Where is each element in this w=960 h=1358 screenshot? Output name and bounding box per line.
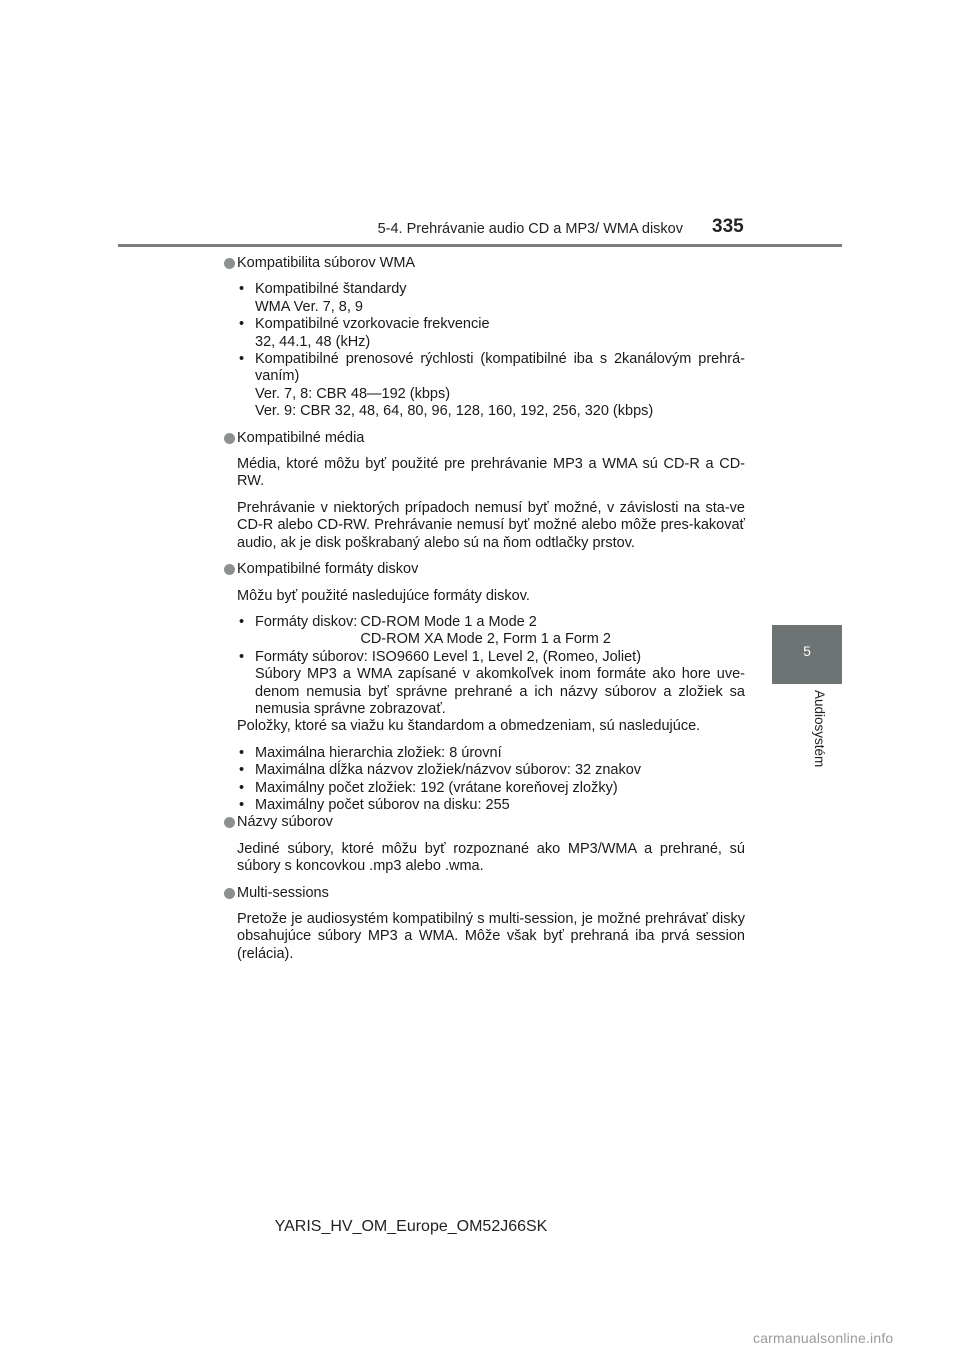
page-number: 335 [712,216,744,237]
paragraph: Jediné súbory, ktoré môžu byť rozpoznané ako MP3/WMA a prehrané, sú súbory s koncovkou .mp3 alebo .wma. [237,840,745,875]
section-heading-text: Kompatibilné formáty diskov [237,561,419,578]
paragraph: Položky, ktoré sa viažu ku štandardom a obmedzeniam, sú nasledujúce. [237,718,701,735]
section-formats [223,561,745,814]
watermark: carmanualsonline.info [753,1330,894,1346]
disc-format-value: CD-ROM Mode 1 a Mode 2 [360,613,537,630]
page-content [223,255,745,972]
list-item-label: • Kompatibilné prenosové rýchlosti (kompatibilné iba s 2kanálovým prehrá-vaním) [255,351,745,385]
side-chapter-tab [772,625,842,684]
side-chapter-label: Audiosystém [812,690,827,768]
list-item [223,281,745,316]
section-media [223,430,745,552]
list-item-value: WMA Ver. 7, 8, 9 [255,298,363,315]
list-item [223,649,745,719]
disc-format-label: • Formáty diskov: [255,613,358,630]
list-item [223,316,745,351]
list-item-label: • Kompatibilné vzorkovacie frekvencie [255,316,490,333]
header-section-title: 5-4. Prehrávanie audio CD a MP3/ WMA diskov [377,221,683,237]
list-item: • Maximálna dĺžka názvov zložiek/názvov súborov: 32 znakov [223,762,745,779]
bullet-dot-icon [224,564,235,575]
section-heading [223,885,745,902]
section-heading [223,255,745,272]
section-heading [223,561,745,578]
list-item: • Maximálna hierarchia zložiek: 8 úrovní [223,745,745,762]
section-heading [223,814,745,831]
wma-list [223,281,745,420]
section-multisession [223,885,745,964]
section-heading [223,430,745,447]
section-heading-text: Multi-sessions [237,884,329,901]
footer-manual-code: YARIS_HV_OM_Europe_OM52J66SK [274,1218,548,1235]
paragraph: Pretože je audiosystém kompatibilný s multi-session, je možné prehrávať disky obsahujúce súbory MP3 a WMA. Môže však byť prehraná iba prvá session (relácia). [237,911,745,962]
list-item [223,351,745,421]
disc-format-row [255,614,745,649]
file-format-note: Súbory MP3 a WMA zapísané v akomkoľvek inom formáte ako hore uve-denom nemusia byť správne prehrané a ich názvy súborov a zložiek sa nemusia správne zobrazovať. [255,666,745,717]
bullet-dot-icon [224,817,235,828]
limits-list [223,745,745,815]
disc-format-values [357,614,611,649]
paragraph: Môžu byť použité nasledujúce formáty diskov. [237,587,530,604]
list-item-value: 32, 44.1, 48 (kHz) [255,333,371,350]
formats-list [223,614,745,718]
bullet-dot-icon [224,433,235,444]
side-chapter-number: 5 [803,643,811,659]
list-item [223,614,745,649]
list-item: • Maximálny počet súborov na disku: 255 [223,797,745,814]
section-heading-text: Názvy súborov [237,814,333,831]
list-item-value: Ver. 7, 8: CBR 48—192 (kbps) [255,385,451,402]
file-format-label: • Formáty súborov: ISO9660 Level 1, Level 2, (Romeo, Joliet) [255,648,642,665]
disc-format-value: CD-ROM XA Mode 2, Form 1 a Form 2 [360,631,611,648]
section-heading-text: Kompatibilita súborov WMA [237,255,416,271]
section-file-names [223,814,745,875]
header-rule [118,244,842,247]
paragraph: Prehrávanie v niektorých prípadoch nemusí byť možné, v závislosti na sta-ve CD-R alebo CD-RW. Prehrávanie nemusí byť možné alebo môže pres-kakovať audio, ak je disk poškrabaný alebo sú na ňom odtlačky prstov. [237,499,745,551]
bullet-dot-icon [224,258,235,269]
paragraph: Média, ktoré môžu byť použité pre prehrávanie MP3 a WMA sú CD-R a CD-RW. [237,456,745,490]
list-item: • Maximálny počet zložiek: 192 (vrátane koreňovej zložky) [223,780,745,797]
list-item-label: • Kompatibilné štandardy [255,281,407,298]
list-item-value: Ver. 9: CBR 32, 48, 64, 80, 96, 128, 160, 192, 256, 320 (kbps) [255,403,654,420]
bullet-dot-icon [224,888,235,899]
section-wma [223,255,745,421]
section-heading-text: Kompatibilné média [237,429,365,446]
